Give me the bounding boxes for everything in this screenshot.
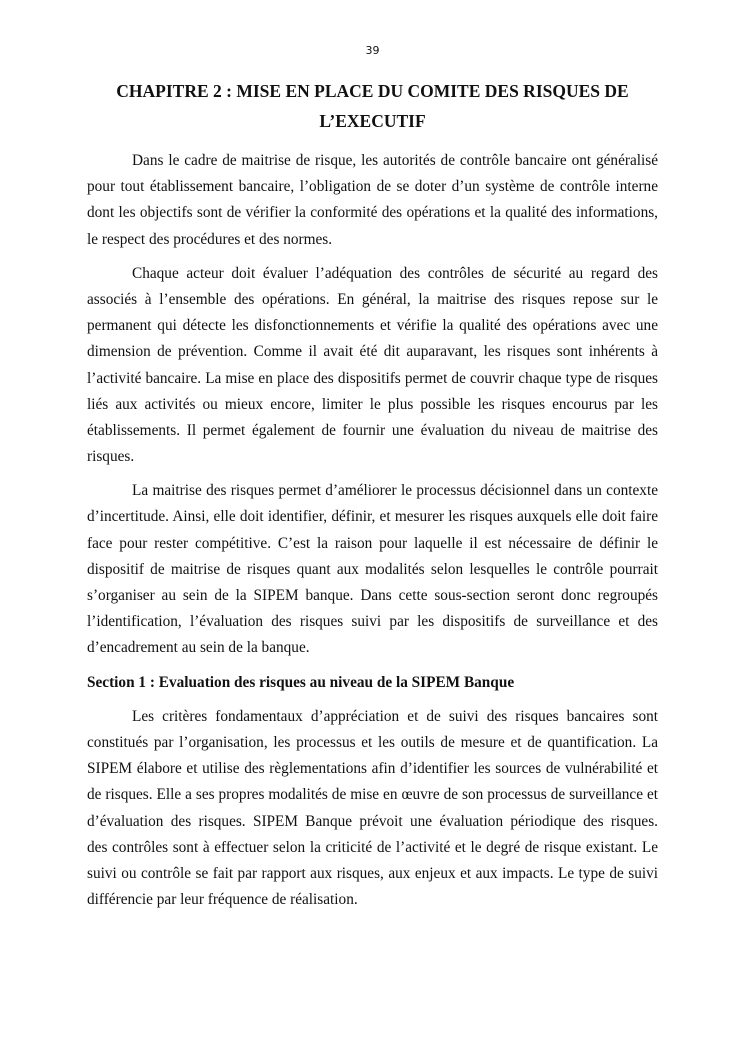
text-line: associés à l’ensemble des opérations. En général, la maitrise des risques repose sur le (87, 290, 658, 308)
text-line: l’identification, l’évaluation des risques suivi par les dispositifs de surveillance et des (87, 613, 658, 631)
text-line: Dans le cadre de maitrise de risque, les autorités de contrôle bancaire ont généralisé (132, 152, 658, 169)
text-line: dont les objectifs sont de vérifier la conformité des opérations et la qualité des informations, (87, 204, 658, 222)
text-line: le respect des procédures et des normes. (87, 230, 333, 248)
text-line: d’incertitude. Ainsi, elle doit identifier, définir, et mesurer les risques auxquels elle doit faire (87, 508, 658, 526)
text-line: d’évaluation des risques. SIPEM Banque prévoit une évaluation périodique des risques. (87, 812, 658, 830)
text-line: suivi ou contrôle se fait par rapport aux risques, aux enjeux et aux impacts. Le type de suivi (87, 864, 658, 882)
section-heading: Section 1 : Evaluation des risques au niveau de la SIPEM Banque (87, 673, 515, 691)
document-body (87, 148, 658, 921)
text-line: de risques. Elle a ses propres modalités de mise en œuvre de son processus de surveillance et (87, 786, 658, 804)
page-number: 39 (365, 44, 380, 57)
text-line: dispositif de maitrise de risques quant aux modalités selon lesquelles le contrôle pourrait (87, 560, 658, 578)
text-line: des contrôles sont à effectuer selon la criticité de l’activité et le degré de risque existant. Le (87, 838, 658, 856)
text-line: différencie par leur fréquence de réalisation. (87, 891, 358, 909)
text-line: l’activité bancaire. La mise en place des dispositifs permet de couvrir chaque type de risques (87, 369, 658, 387)
chapter-title-line: CHAPITRE 2 : MISE EN PLACE DU COMITE DES RISQUES DE (116, 81, 629, 101)
text-line: face pour rester compétitive. C’est la raison pour laquelle il est nécessaire de définir le (87, 534, 658, 552)
text-line: dimension de prévention. Comme il avait été dit auparavant, les risques sont inhérents à (87, 343, 658, 361)
text-line: permanent qui détecte les disfonctionnements et vérifie la qualité des opérations avec une (87, 317, 658, 335)
text-line: Chaque acteur doit évaluer l’adéquation des contrôles de sécurité au regard des (132, 264, 658, 282)
text-line: pour tout établissement bancaire, l’obligation de se doter d’un système de contrôle interne (87, 178, 658, 196)
text-line: s’organiser au sein de la SIPEM banque. Dans cette sous-section seront donc regroupés (87, 587, 658, 604)
text-line: constitués par l’organisation, les processus et les outils de mesure et de quantification. La (87, 733, 658, 751)
text-line: La maitrise des risques permet d’améliorer le processus décisionnel dans un contexte (132, 482, 658, 500)
paragraph (87, 704, 658, 914)
text-line: SIPEM élabore et utilise des règlementations afin d’identifier les sources de vulnérabilité et (87, 760, 658, 778)
chapter-title-line: L’EXECUTIF (319, 111, 426, 131)
text-line: établissements. Il permet également de fournir une évaluation du niveau de maitrise des (87, 421, 658, 439)
paragraph (87, 261, 658, 471)
text-line: Les critères fondamentaux d’appréciation et de suivi des risques bancaires sont (132, 707, 658, 725)
text-line: risques. (87, 448, 135, 466)
text-line: liés aux activités ou mieux encore, limiter le plus possible les risques encourus par les (87, 395, 658, 413)
paragraph (87, 478, 658, 661)
text-line: d’encadrement au sein de la banque. (87, 639, 310, 657)
paragraph (87, 148, 658, 253)
chapter-title (87, 76, 658, 136)
